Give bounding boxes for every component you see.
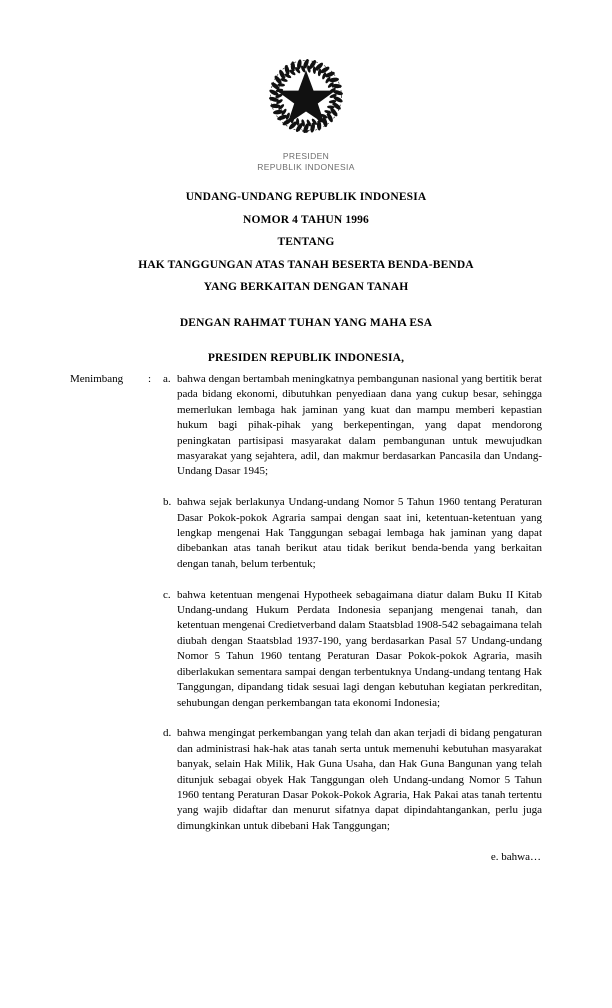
consideration-item-d <box>163 726 542 834</box>
item-text-d: bahwa mengingat perkembangan yang telah dan akan terjadi di bidang pengaturan dan administrasi hak-hak atas tanah serta untuk memenuhi kebutuhan masyarakat banyak, selain Hak Milik, Hak Guna Usaha, dan Hak Guna Bangunan yang telah ditunjuk sebagai obyek Hak Tanggungan oleh Undang-undang Nomor 5 Tahun 1960 tentang Peraturan Dasar Pokok-Pokok Agraria, Hak Pakai atas tanah tertentu yang wajib didaftar dan menurut sifatnya dapat dipindahtangankan, perlu juga dimungkinkan untuk dibebani Hak Tanggungan; <box>177 727 542 832</box>
item-text-c: bahwa ketentuan mengenai Hypotheek sebagaimana diatur dalam Buku II Kitab Undang-undang Hukum Perdata Indonesia sepanjang mengenai tanah, dan ketentuan mengenai Credietverband dalam Staatsblad 1908-542 sebagaimana telah diubah dengan Staatsblad 1937-190, yang berdasarkan Pasal 57 Undang-undang Nomor 5 Tahun 1960 tentang Peraturan Dasar Pokok-pokok Agraria, masih diberlakukan sementara sampai dengan terbentuknya Undang-undang tentang Hak Tanggungan, dipandang tidak sesuai lagi dengan kebutuhan kegiatan perkreditan, sehubungan dengan perkembangan tata ekonomi Indonesia; <box>177 588 543 709</box>
title-subject-line2: YANG BERKAITAN DENGAN TANAH <box>203 281 409 293</box>
title-law-type: UNDANG-UNDANG REPUBLIK INDONESIA <box>185 191 427 203</box>
item-text-b: bahwa sejak berlakunya Undang-undang Nomor 5 Tahun 1960 tentang Peraturan Dasar Pokok-pokok Agraria sampai dengan saat ini, ketentuan-ketentuan yang lengkap mengenai Hak Tanggungan sebagai lembaga hak jaminan yang dapat dibebankan atas tanah berikut atau tidak berikut benda-benda yang berkaitan dengan tanah, belum terbentuk; <box>177 496 542 570</box>
consideration-item-c <box>163 588 542 711</box>
title-invocation: DENGAN RAHMAT TUHAN YANG MAHA ESA <box>179 316 433 329</box>
considerations-label: Menimbang <box>70 373 124 385</box>
indonesian-presidential-star-wreath-emblem <box>260 50 352 142</box>
consideration-item-a <box>70 372 542 480</box>
emblem-block <box>0 50 612 172</box>
page-continuation-marker: e. bahwa… <box>490 850 541 863</box>
title-number: NOMOR 4 TAHUN 1996 <box>243 213 369 226</box>
consideration-item-b <box>163 495 542 572</box>
considerations-section <box>70 372 542 865</box>
item-letter-c: c. <box>163 588 171 601</box>
emblem-caption-line1: PRESIDEN <box>282 151 330 161</box>
title-president: PRESIDEN REPUBLIK INDONESIA, <box>207 352 405 364</box>
title-tentang: TENTANG <box>277 236 335 248</box>
item-letter-a: a. <box>163 373 171 385</box>
item-letter-d: d. <box>163 727 172 740</box>
title-subject-line1: HAK TANGGUNGAN ATAS TANAH BESERTA BENDA-BENDA <box>138 258 474 271</box>
item-letter-b: b. <box>163 496 172 509</box>
considerations-colon: : <box>148 373 152 385</box>
document-title-block <box>56 186 556 370</box>
emblem-caption-line2: REPUBLIK INDONESIA <box>257 161 355 172</box>
emblem-caption <box>0 151 612 172</box>
item-text-a: bahwa dengan bertambah meningkatnya pembangunan nasional yang bertitik berat pada bidang ekonomi, dibutuhkan penyediaan dana yang cukup besar, sehingga memerlukan lembaga hak jaminan yang kuat dan mampu memberi kepastian hukum bagi pihak-pihak yang berkepentingan, yang dapat mendorong peningkatan partisipasi masyarakat dalam pembangunan untuk mewujudkan masyarakat yang sejahtera, adil, dan makmur berdasarkan Pancasila dan Undang-Undang Dasar 1945; <box>177 373 542 478</box>
